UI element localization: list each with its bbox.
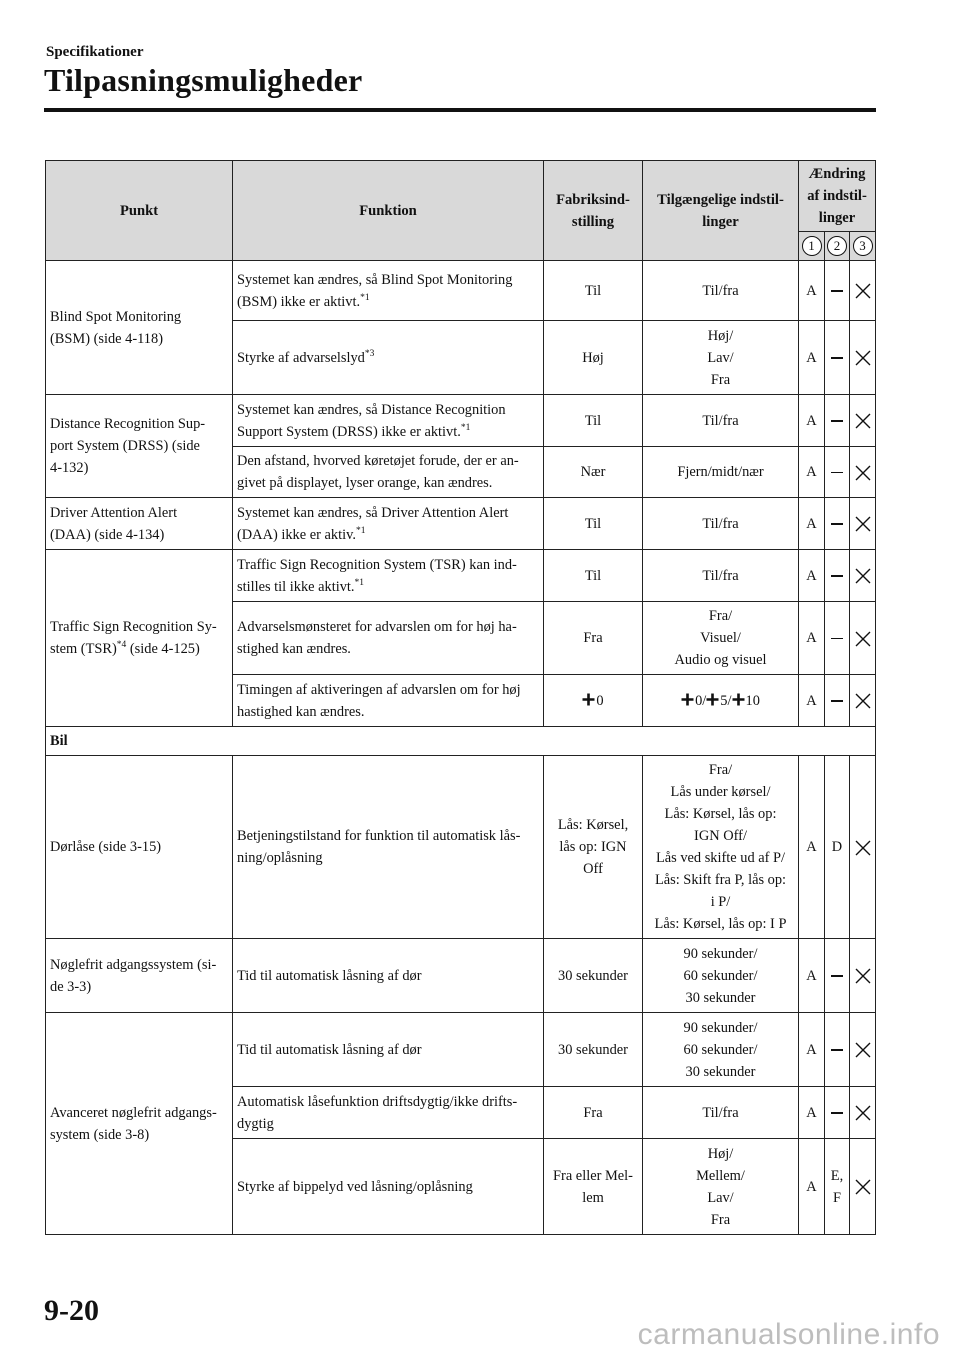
cell-punkt: Driver Attention Alert (DAA) (side 4-134) [46,498,233,550]
cell-mark-2 [825,602,850,675]
cross-icon [854,412,872,430]
cell-mark-3 [850,395,876,447]
cell-mark-1: A [799,1087,825,1139]
cell-funktion: Styrke af bippelyd ved låsning/oplåsning [233,1139,544,1235]
page-title: Tilpasningsmuligheder [44,62,363,98]
cell-tilg: Til/fra [643,498,799,550]
cell-mark-1: A [799,1139,825,1235]
header-row [46,161,876,232]
cell-mark-3 [850,1013,876,1087]
cell-tilg: Fra/ Lås under kørsel/ Lås: Kørsel, lås op: IGN Off/ Lås ved skifte ud af P/ Lås: Skift fra P, lås op: i P/ Lås: Kørsel, lås op: I P [643,756,799,939]
footnote-ref: *1 [354,577,365,588]
cell-fabrik: Høj [544,321,643,395]
plus-icon [706,693,719,706]
col-header-funktion: Funktion [233,161,544,261]
table-row [46,1013,876,1087]
cell-fabrik: Fra [544,1087,643,1139]
cell-mark-1: A [799,321,825,395]
cross-icon [854,567,872,585]
cell-fabrik: Til [544,395,643,447]
circled-number-2: 2 [827,236,847,256]
cell-funktion: Tid til automatisk låsning af dør [233,1013,544,1087]
cell-tilg: 90 sekunder/ 60 sekunder/ 30 sekunder [643,939,799,1013]
plus-icon [681,693,694,706]
col-header-sub-1 [799,232,825,261]
cell-mark-2 [825,939,850,1013]
cell-fabrik: Til [544,550,643,602]
cell-mark-1: A [799,447,825,498]
cell-mark-2 [825,675,850,727]
cell-punkt: Avanceret nøglefrit adgangs- system (side 3-8) [46,1013,233,1235]
cell-funktion: Betjeningstilstand for funktion til automatisk lås- ning/oplåsning [233,756,544,939]
page-number: 9-20 [44,1294,99,1327]
cross-icon [854,1041,872,1059]
cross-icon [854,1178,872,1196]
cell-mark-3 [850,1139,876,1235]
table-row [46,395,876,447]
col-header-sub-3 [850,232,876,261]
col-header-tilgaengelige: Tilgængelige indstil- linger [643,161,799,261]
cell-tilg: Fjern/midt/nær [643,447,799,498]
footnote-ref: *1 [355,525,366,536]
cross-icon [854,349,872,367]
plus-icon [732,693,745,706]
cell-punkt: Traffic Sign Recognition Sy- stem (TSR)$^{*4}$ (side 4-125) [46,550,233,727]
cell-mark-2 [825,321,850,395]
cell-fabrik: Til [544,498,643,550]
cell-tilg: Til/fra [643,395,799,447]
cell-punkt: Blind Spot Monitoring (BSM) (side 4-118) [46,261,233,395]
cell-punkt: Dørlåse (side 3-15) [46,756,233,939]
cell-mark-2 [825,261,850,321]
cell-mark-3 [850,550,876,602]
cell-mark-2 [825,1013,850,1087]
cross-icon [854,967,872,985]
col-header-aendring: Ændring af indstil- linger [799,161,876,232]
col-header-sub-2 [825,232,850,261]
cell-mark-2 [825,498,850,550]
cell-fabrik: Til [544,261,643,321]
dash-icon [831,975,843,977]
footnote-ref: *1 [460,422,471,433]
col-header-punkt: Punkt [46,161,233,261]
cell-tilg: Til/fra [643,1087,799,1139]
cell-mark-1: A [799,602,825,675]
dash-icon [831,420,843,422]
cell-tilg: Til/fra [643,261,799,321]
cell-fabrik: 0 [544,675,643,727]
cell-funktion: Advarselsmønsteret for advarslen om for høj ha- stighed kan ændres. [233,602,544,675]
cell-funktion: Automatisk låsefunktion driftsdygtig/ikke drifts- dygtig [233,1087,544,1139]
cell-mark-1: A [799,550,825,602]
cell-mark-1: A [799,261,825,321]
cell-tilg: Til/fra [643,550,799,602]
cell-funktion: Tid til automatisk låsning af dør [233,939,544,1013]
watermark: carmanualsonline.info [637,1318,940,1351]
section-row [46,727,876,756]
dash-icon [831,638,843,640]
dash-icon [831,290,843,292]
cell-fabrik: Nær [544,447,643,498]
dash-icon [831,472,843,474]
cell-mark-1: A [799,498,825,550]
footnote-ref: *3 [364,348,375,359]
plus-icon [582,693,595,706]
cell-funktion: Systemet kan ændres, så Blind Spot Monitoring (BSM) ikke er aktivt.$^{*1}$ [233,261,544,321]
cell-mark-3 [850,1087,876,1139]
settings-table [45,160,876,1235]
cross-icon [854,282,872,300]
dash-icon [831,1049,843,1051]
cell-mark-2 [825,1087,850,1139]
circled-number-3: 3 [853,236,873,256]
cell-mark-3 [850,675,876,727]
cell-tilg: 0/ 5/ 10 [643,675,799,727]
cross-icon [854,692,872,710]
cell-fabrik: Lås: Kørsel, lås op: IGN Off [544,756,643,939]
cell-tilg: Høj/ Mellem/ Lav/ Fra [643,1139,799,1235]
cell-mark-1: A [799,939,825,1013]
cell-funktion: Styrke af advarselslyd$^{*3}$ [233,321,544,395]
cell-funktion: Systemet kan ændres, så Distance Recognition Support System (DRSS) ikke er aktivt.$^{*1}$ [233,395,544,447]
cell-fabrik: Fra eller Mel- lem [544,1139,643,1235]
footnote-ref: *1 [360,292,370,303]
dash-icon [831,700,843,702]
cell-mark-2: D [825,756,850,939]
cell-tilg: Fra/ Visuel/ Audio og visuel [643,602,799,675]
cell-punkt: Nøglefrit adgangssystem (si- de 3-3) [46,939,233,1013]
cell-tilg: Høj/ Lav/ Fra [643,321,799,395]
cell-mark-3 [850,756,876,939]
cross-icon [854,630,872,648]
cell-mark-3 [850,261,876,321]
cell-funktion: Den afstand, hvorved køretøjet forude, der er an- givet på displayet, lyser orange, kan ændres. [233,447,544,498]
dash-icon [831,357,843,359]
cell-mark-1: A [799,395,825,447]
circled-number-1: 1 [802,236,822,256]
cell-mark-3 [850,602,876,675]
cell-punkt: Distance Recognition Sup- port System (DRSS) (side 4-132) [46,395,233,498]
cell-mark-2 [825,395,850,447]
dash-icon [831,575,843,577]
cell-mark-3 [850,498,876,550]
cell-fabrik: Fra [544,602,643,675]
cell-funktion: Systemet kan ændres, så Driver Attention Alert (DAA) ikke er aktiv.$^{*1}$ [233,498,544,550]
cross-icon [854,1104,872,1122]
cell-mark-3 [850,321,876,395]
cell-mark-2: E, F [825,1139,850,1235]
cross-icon [854,839,872,857]
footnote-ref: *4 [116,640,127,651]
cell-fabrik: 30 sekunder [544,939,643,1013]
table-row [46,261,876,321]
cell-mark-2 [825,447,850,498]
cell-mark-1: A [799,756,825,939]
cell-mark-2 [825,550,850,602]
cross-icon [854,464,872,482]
table-row [46,550,876,602]
section-label: Specifikationer [46,44,144,60]
table-row [46,939,876,1013]
dash-icon [831,1112,843,1114]
cell-mark-1: A [799,675,825,727]
cell-fabrik: 30 sekunder [544,1013,643,1087]
cell-mark-3 [850,939,876,1013]
table-row [46,756,876,939]
cross-icon [854,515,872,533]
col-header-fabrik: Fabriksind- stilling [544,161,643,261]
cell-mark-1: A [799,1013,825,1087]
cell-funktion: Timingen af aktiveringen af advarslen om for høj hastighed kan ændres. [233,675,544,727]
title-rule [44,108,876,112]
cell-tilg: 90 sekunder/ 60 sekunder/ 30 sekunder [643,1013,799,1087]
cell-mark-3 [850,447,876,498]
dash-icon [831,523,843,525]
table-row [46,498,876,550]
cell-funktion: Traffic Sign Recognition System (TSR) kan ind- stilles til ikke aktivt.$^{*1}$ [233,550,544,602]
section-label-bil: Bil [46,727,876,756]
